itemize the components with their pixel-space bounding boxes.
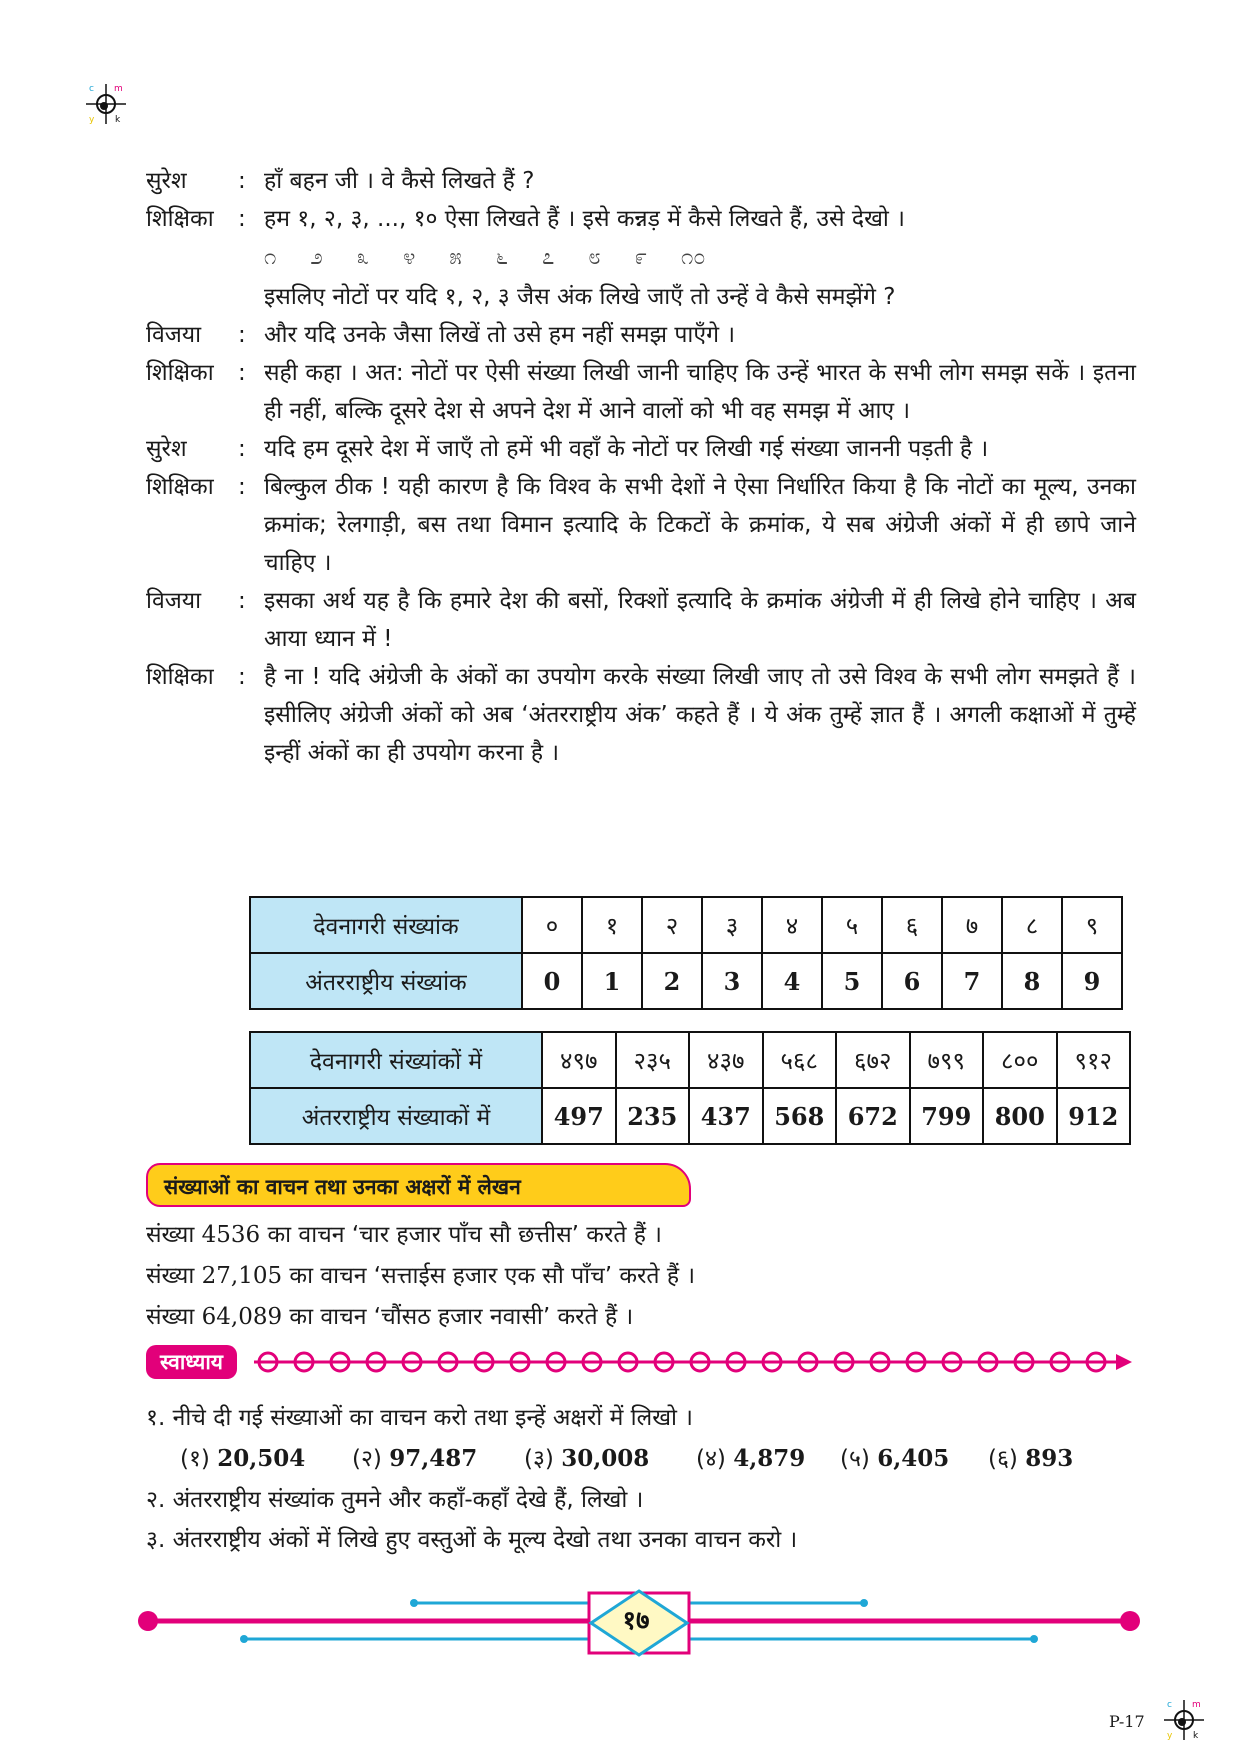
speech-text: यदि हम दूसरे देश में जाएँ तो हमें भी वहाँ के नोटों पर लिखी गई संख्या जाननी पड़ती है ।	[264, 436, 989, 462]
kannada-digit: ೪	[402, 245, 416, 270]
reading-line	[146, 1217, 662, 1253]
dialogue-line	[146, 316, 1136, 354]
exercise-item	[840, 1441, 988, 1473]
svg-text:y: y	[1167, 1731, 1173, 1741]
item-number: (५)	[840, 1446, 870, 1472]
table-cell: 5	[822, 953, 882, 1009]
exercise-question: १. नीचे दी गई संख्याओं का वाचन करो तथा इन्हें अक्षरों में लिखो ।	[146, 1405, 693, 1431]
speaker-name: शिक्षिका	[146, 360, 214, 386]
kannada-digit: ೬	[495, 245, 508, 270]
colon: :	[238, 168, 246, 194]
item-number: (२)	[352, 1446, 382, 1472]
exercise-question: २. अंतरराष्ट्रीय संख्यांक तुमने और कहाँ-कहाँ देखे हैं, लिखो ।	[146, 1487, 644, 1513]
table-row	[250, 1088, 1130, 1144]
table-cell: 1	[582, 953, 642, 1009]
speaker-name: शिक्षिका	[146, 664, 214, 690]
table-cell: ८	[1002, 897, 1062, 953]
table-cell: 497	[542, 1088, 616, 1144]
table-cell: ४९७	[542, 1032, 616, 1088]
item-value: 20,504	[217, 1445, 306, 1472]
reading-line	[146, 1299, 633, 1335]
exercise-label: स्वाध्याय	[146, 1345, 237, 1379]
exercise-items	[180, 1441, 1098, 1473]
kannada-digit: ೧೦	[680, 245, 706, 270]
numbers-comparison-table	[249, 1031, 1131, 1145]
item-number: (४)	[696, 1446, 726, 1472]
table-cell: 799	[910, 1088, 984, 1144]
dialogue-line	[146, 354, 1136, 430]
colon: :	[238, 664, 246, 690]
reading-number: 27,105	[201, 1263, 283, 1289]
exercise-header	[146, 1345, 1136, 1379]
table-cell: 912	[1057, 1088, 1131, 1144]
table-cell: 4	[762, 953, 822, 1009]
speech-text: इसका अर्थ यह है कि हमारे देश की बसों, रिक्शों इत्यादि के क्रमांक अंग्रेजी में ही लिखे होने चाहिए । अब आया ध्यान में !	[264, 588, 1136, 652]
registration-mark-icon	[1162, 1698, 1206, 1742]
kannada-digit: ೮	[588, 245, 601, 270]
reading-text: का वाचन ‘सत्ताईस हजार एक सौ पाँच’ करते हैं ।	[289, 1263, 696, 1289]
speech-text: और यदि उनके जैसा लिखें तो उसे हम नहीं समझ पाएँगे ।	[264, 322, 736, 348]
svg-text:c: c	[89, 84, 94, 94]
table-cell: ९१२	[1057, 1032, 1131, 1088]
svg-text:k: k	[115, 115, 121, 125]
item-value: 893	[1025, 1445, 1074, 1472]
dialogue-line	[146, 658, 1136, 772]
colon: :	[238, 436, 246, 462]
item-number: (१)	[180, 1446, 210, 1472]
table-cell: २	[642, 897, 702, 953]
table-cell: ७९९	[910, 1032, 984, 1088]
kannada-digit: ೫	[449, 245, 462, 270]
table-cell: 7	[942, 953, 1002, 1009]
dialogue-section	[146, 162, 1136, 772]
speech-text: बिल्कुल ठीक ! यही कारण है कि विश्व के सभी देशों ने ऐसा निर्धारित किया है कि नोटों का मूल्य, उनका क्रमांक; रेलगाड़ी, बस तथा विमान इत्यादि के टिकटों के क्रमांक, ये सब अंग्रेजी अंकों में ही छापे जाने चाहिए ।	[264, 474, 1136, 576]
speech-text: हम १, २, ३, ..., १० ऐसा लिखते हैं । इसे कन्नड़ में कैसे लिखते हैं, उसे देखो ।	[264, 206, 905, 232]
exercise-item	[180, 1441, 352, 1473]
item-number: (६)	[988, 1446, 1018, 1472]
dialogue-line	[146, 200, 1136, 238]
item-value: 97,487	[389, 1445, 478, 1472]
speaker-name: विजया	[146, 588, 202, 614]
table-cell: ९	[1062, 897, 1122, 953]
table-cell: 6	[882, 953, 942, 1009]
table-cell: ५	[822, 897, 882, 953]
speaker-name: विजया	[146, 322, 202, 348]
dialogue-line	[146, 430, 1136, 468]
table-cell: ७	[942, 897, 1002, 953]
table-cell: ०	[522, 897, 582, 953]
reading-text: का वाचन ‘चौंसठ हजार नवासी’ करते हैं ।	[289, 1304, 634, 1330]
speaker-name: शिक्षिका	[146, 474, 214, 500]
table-cell: 0	[522, 953, 582, 1009]
registration-mark-icon	[84, 82, 128, 126]
colon: :	[238, 588, 246, 614]
row-label: देवनागरी संख्यांकों में	[250, 1032, 542, 1088]
speaker-name: सुरेश	[146, 168, 187, 194]
colon: :	[238, 474, 246, 500]
print-code: P-17	[1109, 1712, 1145, 1731]
reading-text: का वाचन ‘चार हजार पाँच सौ छत्तीस’ करते हैं ।	[267, 1222, 663, 1248]
item-value: 4,879	[733, 1445, 806, 1472]
colon: :	[238, 206, 246, 232]
row-label: अंतरराष्ट्रीय संख्यांक	[250, 953, 522, 1009]
chain-border-icon	[254, 1345, 1134, 1379]
exercise-item	[696, 1441, 840, 1473]
speech-text: सही कहा । अत: नोटों पर ऐसी संख्या लिखी जानी चाहिए कि उन्हें भारत के सभी लोग समझ सकें । इतना ही नहीं, बल्कि दूसरे देश से अपने देश में आने वालों को भी वह समझ में आए ।	[264, 360, 1136, 424]
kannada-digit: ೯	[634, 245, 647, 270]
page-number: १७	[622, 1606, 650, 1636]
speech-text: हाँ बहन जी । वे कैसे लिखते हैं ?	[264, 168, 535, 194]
speaker-name: सुरेश	[146, 436, 187, 462]
kannada-digit: ೧	[264, 245, 277, 270]
dialogue-line	[146, 162, 1136, 200]
svg-text:m: m	[1192, 1700, 1201, 1710]
reading-number: 4536	[201, 1222, 261, 1248]
svg-text:m: m	[114, 84, 123, 94]
table-cell: ६	[882, 897, 942, 953]
exercise-item	[988, 1441, 1098, 1473]
table-cell: 2	[642, 953, 702, 1009]
dialogue-line	[146, 468, 1136, 582]
section-heading: संख्याओं का वाचन तथा उनका अक्षरों में लेखन	[146, 1163, 691, 1207]
speech-continuation: इसलिए नोटों पर यदि १, २, ३ जैस अंक लिखे जाएँ तो उन्हें वे कैसे समझेंगे ?	[264, 284, 896, 310]
svg-text:y: y	[89, 115, 95, 125]
colon: :	[238, 360, 246, 386]
item-value: 30,008	[561, 1445, 650, 1472]
exercise-question: ३. अंतरराष्ट्रीय अंकों में लिखे हुए वस्तुओं के मूल्य देखो तथा उनका वाचन करो ।	[146, 1527, 798, 1553]
table-row	[250, 953, 1122, 1009]
table-cell: ६७२	[836, 1032, 910, 1088]
table-row	[250, 897, 1122, 953]
digits-comparison-table	[249, 896, 1123, 1010]
reading-prefix: संख्या	[146, 1263, 195, 1289]
kannada-digit: ೩	[356, 245, 369, 270]
table-cell: ८००	[983, 1032, 1057, 1088]
table-cell: ३	[702, 897, 762, 953]
speaker-name: शिक्षिका	[146, 206, 214, 232]
table-cell: 672	[836, 1088, 910, 1144]
row-label: देवनागरी संख्यांक	[250, 897, 522, 953]
colon: :	[238, 322, 246, 348]
exercise-item	[524, 1441, 696, 1473]
kannada-digits-row	[146, 238, 1136, 278]
table-cell: 568	[763, 1088, 837, 1144]
speech-text: है ना ! यदि अंग्रेजी के अंकों का उपयोग करके संख्या लिखी जाए तो उसे विश्व के सभी लोग समझते हैं । इसीलिए अंग्रेजी अंकों को अब ‘अंतरराष्ट्रीय अंक’ कहते हैं । ये अंक तुम्हें ज्ञात हैं । अगली कक्षाओं में तुम्हें इन्हीं अंकों का ही उपयोग करना है ।	[264, 664, 1136, 766]
table-cell: 437	[689, 1088, 763, 1144]
row-label: अंतरराष्ट्रीय संख्याकों में	[250, 1088, 542, 1144]
table-cell: 800	[983, 1088, 1057, 1144]
reading-number: 64,089	[201, 1304, 283, 1330]
table-cell: ५६८	[763, 1032, 837, 1088]
table-cell: 235	[616, 1088, 690, 1144]
reading-prefix: संख्या	[146, 1222, 195, 1248]
table-cell: 9	[1062, 953, 1122, 1009]
exercise-item	[352, 1441, 524, 1473]
table-cell: 8	[1002, 953, 1062, 1009]
table-cell: ४३७	[689, 1032, 763, 1088]
table-row	[250, 1032, 1130, 1088]
kannada-digit: ೭	[541, 245, 555, 270]
svg-text:c: c	[1167, 1700, 1172, 1710]
table-cell: 3	[702, 953, 762, 1009]
dialogue-line	[146, 582, 1136, 658]
reading-prefix: संख्या	[146, 1304, 195, 1330]
kannada-digit: ೨	[310, 245, 323, 270]
reading-line	[146, 1258, 695, 1294]
item-number: (३)	[524, 1446, 554, 1472]
table-cell: ४	[762, 897, 822, 953]
svg-text:k: k	[1193, 1731, 1199, 1741]
table-cell: १	[582, 897, 642, 953]
item-value: 6,405	[877, 1445, 950, 1472]
table-cell: २३५	[616, 1032, 690, 1088]
